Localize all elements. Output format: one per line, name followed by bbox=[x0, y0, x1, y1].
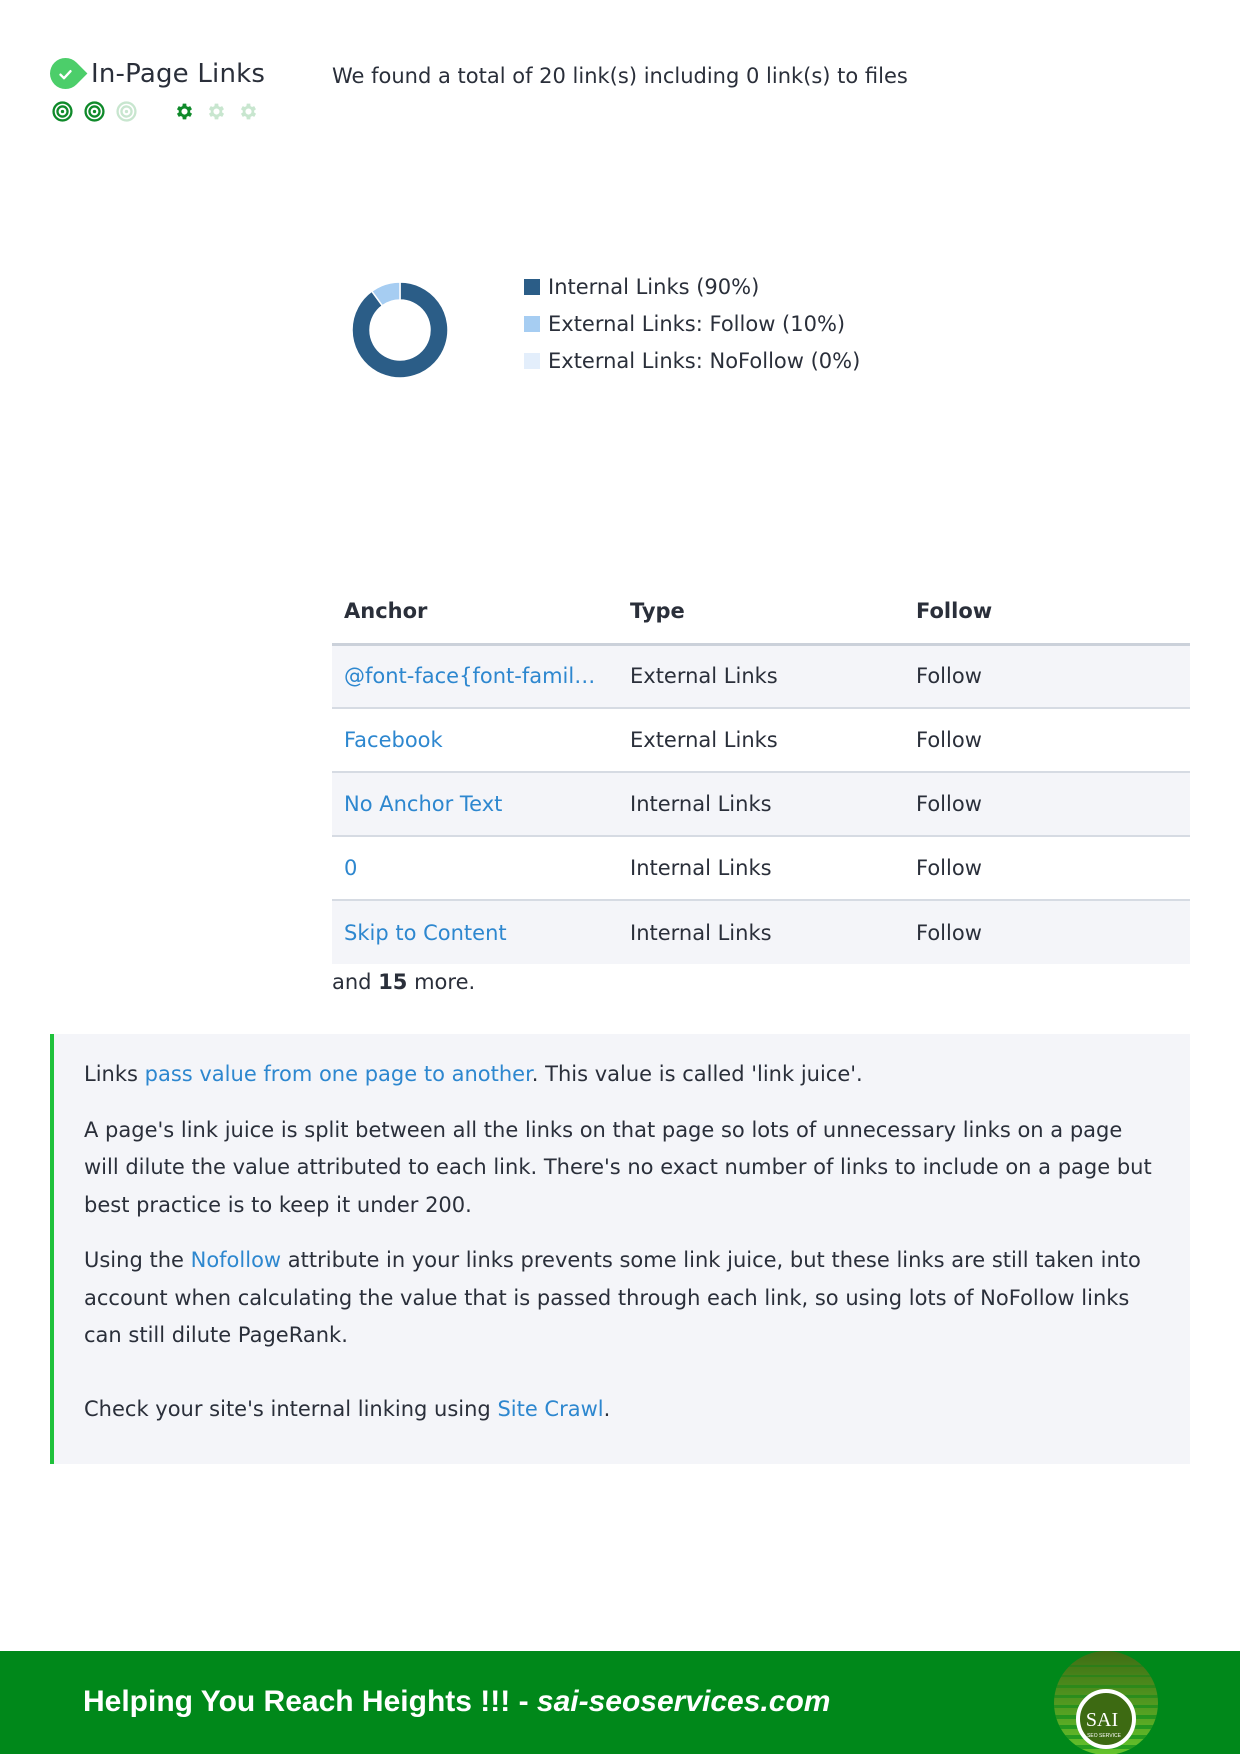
link-type: External Links bbox=[618, 644, 904, 708]
text: . This value is called 'link juice'. bbox=[531, 1062, 863, 1086]
link-pass-value[interactable]: pass value from one page to another bbox=[144, 1062, 532, 1086]
section-header bbox=[50, 58, 270, 122]
target-icon bbox=[52, 101, 73, 122]
section-title: In-Page Links bbox=[91, 58, 266, 89]
tagline: Helping You Reach Heights !!! - bbox=[83, 1685, 537, 1718]
anchor-link[interactable]: Facebook bbox=[332, 708, 618, 772]
legend-swatch bbox=[524, 316, 540, 332]
info-paragraph bbox=[84, 1242, 1160, 1355]
links-summary: We found a total of 20 link(s) including 0 link(s) to files bbox=[332, 64, 908, 88]
anchor-link[interactable]: 0 bbox=[332, 836, 618, 900]
table-row bbox=[332, 836, 1190, 900]
site-name: sai-seoservices.com bbox=[536, 1685, 831, 1718]
link-follow: Follow bbox=[904, 836, 1190, 900]
check-icon bbox=[44, 52, 88, 96]
anchor-link[interactable]: @font-face{font-famil… bbox=[332, 644, 618, 708]
text: Links bbox=[84, 1062, 145, 1086]
info-paragraph: A page's link juice is split between all the links on that page so lots of unnecessary links on a page will dilute the value attributed to each link. There's no exact number of links to include on a page but best practice is to keep it under 200. bbox=[84, 1117, 1152, 1217]
more-count: 15 bbox=[378, 970, 408, 994]
text: attribute in your links prevents some link juice, but these links are still taken into account when calculating the value that is passed through each link, so using lots of NoFollow links can still dilute PageRank. bbox=[84, 1248, 1141, 1347]
table-row bbox=[332, 900, 1190, 964]
chart-legend bbox=[524, 268, 860, 379]
donut-chart bbox=[350, 280, 450, 380]
anchor-link[interactable]: No Anchor Text bbox=[332, 772, 618, 836]
link-type: Internal Links bbox=[618, 900, 904, 964]
table-row bbox=[332, 708, 1190, 772]
legend-label: External Links: NoFollow (0%) bbox=[548, 348, 861, 373]
link-follow: Follow bbox=[904, 772, 1190, 836]
legend-label: Internal Links (90%) bbox=[548, 274, 760, 299]
rating-icons bbox=[52, 101, 270, 122]
link-site-crawl[interactable]: Site Crawl bbox=[497, 1396, 604, 1421]
link-follow: Follow bbox=[904, 900, 1190, 964]
gear-icon-inactive bbox=[206, 101, 227, 122]
text: Check your site's internal linking using bbox=[84, 1396, 498, 1421]
footer-banner bbox=[0, 1651, 1240, 1754]
table-row bbox=[332, 644, 1190, 708]
legend-item-internal bbox=[524, 268, 860, 305]
legend-item-external-follow bbox=[524, 305, 860, 342]
gear-icon-inactive bbox=[238, 101, 259, 122]
legend-item-external-nofollow bbox=[524, 342, 860, 379]
more-links-note bbox=[332, 970, 475, 994]
more-prefix: and bbox=[332, 970, 379, 994]
column-header-type: Type bbox=[618, 580, 904, 644]
svg-text:SEO SERVICE: SEO SERVICE bbox=[1087, 1733, 1121, 1739]
anchor-link[interactable]: Skip to Content bbox=[332, 900, 618, 964]
link-type: External Links bbox=[618, 708, 904, 772]
table-row bbox=[332, 772, 1190, 836]
legend-swatch bbox=[524, 353, 540, 369]
legend-swatch bbox=[524, 279, 540, 295]
link-type: Internal Links bbox=[618, 772, 904, 836]
text: . bbox=[603, 1396, 611, 1421]
target-icon-inactive bbox=[116, 101, 137, 122]
footer-tagline bbox=[83, 1685, 830, 1719]
svg-text:SAI: SAI bbox=[1085, 1709, 1119, 1731]
info-box bbox=[50, 1034, 1190, 1464]
link-follow: Follow bbox=[904, 644, 1190, 708]
legend-label: External Links: Follow (10%) bbox=[548, 311, 846, 336]
info-paragraph bbox=[84, 1056, 1160, 1094]
table-header-row bbox=[332, 580, 1190, 644]
link-nofollow[interactable]: Nofollow bbox=[190, 1248, 282, 1272]
column-header-anchor: Anchor bbox=[332, 580, 618, 644]
link-type: Internal Links bbox=[618, 836, 904, 900]
target-icon bbox=[84, 101, 105, 122]
link-follow: Follow bbox=[904, 708, 1190, 772]
links-table bbox=[332, 580, 1190, 964]
gear-icon bbox=[174, 101, 195, 122]
info-paragraph bbox=[84, 1391, 1160, 1429]
text: Using the bbox=[84, 1248, 191, 1272]
company-logo bbox=[1054, 1651, 1158, 1754]
column-header-follow: Follow bbox=[904, 580, 1190, 644]
more-suffix: more. bbox=[407, 970, 476, 994]
